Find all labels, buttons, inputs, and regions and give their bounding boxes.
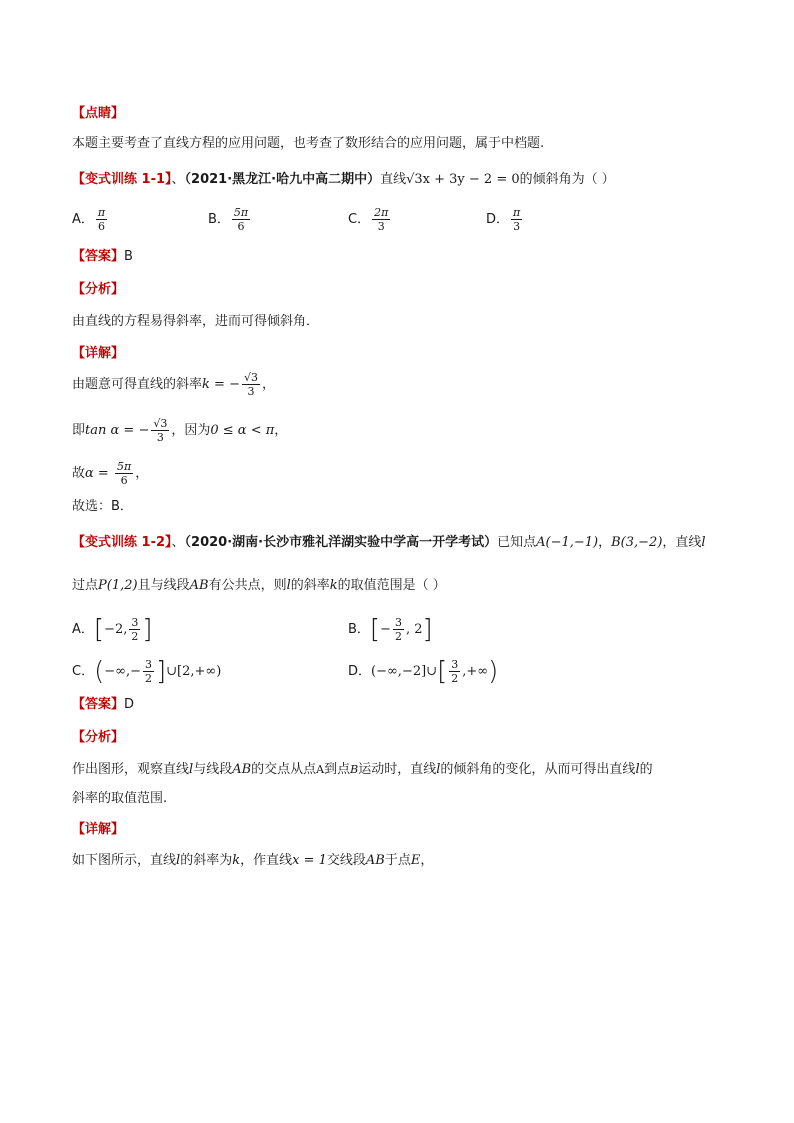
text: 故 xyxy=(72,466,86,481)
q1-choose: 故选：B． xyxy=(72,499,133,514)
q1-detail-line3: 故α = $\frac{5\pi}{6}$ ， xyxy=(72,460,149,487)
numerator: 3 xyxy=(144,658,152,671)
q1-equation: √3x + 3y − 2 = 0 xyxy=(406,172,520,187)
option-letter: C． xyxy=(72,664,95,679)
fraction xyxy=(393,616,404,643)
text: 已知点 xyxy=(497,535,537,550)
segment-ab: AB xyxy=(232,762,252,777)
math-var: l xyxy=(436,762,441,777)
text: 作出图形，观察直线 xyxy=(72,762,190,777)
text: ， xyxy=(261,377,275,392)
q2-source: （2020·湖南·长沙市雅礼洋湖实验中学高一开学考试） xyxy=(184,535,498,550)
text: 由题意可得直线的斜率 xyxy=(72,377,203,392)
q2-analysis-line2: 斜率的取值范围. xyxy=(72,791,168,806)
math-var: l xyxy=(189,762,194,777)
q2-analysis-line1 xyxy=(72,760,653,780)
interval-right: ,+∞ xyxy=(462,664,489,679)
option-letter: B． xyxy=(348,622,370,637)
math-var: E xyxy=(410,853,421,868)
interval-left: (−∞,−2]∪ xyxy=(371,664,438,679)
q1-analysis-text: 由直线的方程易得斜率，进而可得倾斜角． xyxy=(72,314,320,329)
dianjing-text: 本题主要考查了直线方程的应用问题，也考查了数形结合的应用问题，属于中档题. xyxy=(72,136,545,151)
option-letter: A． xyxy=(72,212,94,227)
numerator: π xyxy=(97,206,106,219)
option-letter: D． xyxy=(348,664,372,679)
math-inequality: 0 ≤ α < π xyxy=(210,423,275,438)
q1-detail-label: 【详解】 xyxy=(72,346,125,361)
q1-option-a[interactable] xyxy=(72,206,109,233)
text: 过点 xyxy=(72,578,99,593)
math-equation: x = 1 xyxy=(292,853,327,868)
text: ，因为 xyxy=(171,423,211,438)
q1-option-c[interactable] xyxy=(348,206,392,233)
q2-stem-line2 xyxy=(72,576,446,596)
numerator: √3 xyxy=(153,417,168,430)
math-var: B xyxy=(350,763,359,776)
denominator: 2 xyxy=(451,672,459,685)
denominator: 3 xyxy=(247,385,255,398)
numerator: π xyxy=(513,206,521,219)
numerator: √3 xyxy=(243,371,258,384)
q1-stem-before: 直线 xyxy=(380,172,407,187)
text: ， xyxy=(135,466,149,481)
option-fraction xyxy=(232,206,250,233)
q1-stem-after: 的倾斜角为（ ） xyxy=(519,172,615,187)
q2-detail-label: 【详解】 xyxy=(72,822,125,837)
text: 的斜率为 xyxy=(180,853,233,868)
point-p: P(1,2) xyxy=(98,578,138,593)
text: ， xyxy=(598,535,612,550)
point-b: B(3,−2) xyxy=(611,535,663,550)
option-letter: D． xyxy=(486,212,510,227)
math-var: A xyxy=(316,763,325,776)
q1-label: 【变式训练 1-1】 xyxy=(72,172,172,187)
q2-label: 【变式训练 1-2】 xyxy=(72,535,172,550)
fraction xyxy=(151,417,169,444)
text: 有公共点，则 xyxy=(208,578,287,593)
q2-option-d[interactable]: D．(−∞,−2]∪[ $\frac{3}{2}$ ,+∞) xyxy=(348,656,499,687)
q1-sep: 、 xyxy=(171,172,185,187)
text: ，作直线 xyxy=(240,853,293,868)
numerator: 3 xyxy=(131,616,139,629)
denominator: 2 xyxy=(131,630,139,643)
numerator: 3 xyxy=(451,658,459,671)
text: 交线段 xyxy=(326,853,366,868)
option-fraction xyxy=(372,206,390,233)
point-a: A(−1,−1) xyxy=(536,535,599,550)
interval-right: , 2 xyxy=(405,622,423,637)
math-var: l xyxy=(176,853,181,868)
answer-label: 【答案】 xyxy=(72,697,125,712)
fraction xyxy=(115,460,133,487)
q2-detail-line1 xyxy=(72,851,433,871)
text: 于点 xyxy=(384,853,411,868)
answer-value: B xyxy=(124,249,133,264)
denominator: 3 xyxy=(377,220,385,233)
fraction xyxy=(242,371,260,398)
q2-sep: 、 xyxy=(171,535,185,550)
q1-detail-line2: 即tan α = − $\frac{√3}{3}$ ，因为0 ≤ α < π， xyxy=(72,417,288,444)
text: 即 xyxy=(72,423,86,438)
text: ，直线 xyxy=(662,535,702,550)
math-var: l xyxy=(701,535,706,550)
math-var: l xyxy=(286,578,291,593)
q2-stem-line1 xyxy=(72,533,706,553)
text: 的斜率 xyxy=(290,578,330,593)
denominator: 3 xyxy=(156,431,164,444)
option-letter: C． xyxy=(348,212,371,227)
q1-answer xyxy=(72,247,133,267)
numerator: 2π xyxy=(374,206,389,219)
text: 的倾斜角的变化，从而可得出直线 xyxy=(440,762,636,777)
q2-analysis-label: 【分析】 xyxy=(72,730,125,745)
math-var: k xyxy=(202,377,210,392)
q1-option-d[interactable] xyxy=(486,206,524,233)
interval-left: −2, xyxy=(104,622,128,637)
denominator: 2 xyxy=(394,630,402,643)
segment-ab: AB xyxy=(189,578,209,593)
math-var: k xyxy=(232,853,241,868)
numerator: 5π xyxy=(116,460,132,473)
text: ， xyxy=(420,853,434,868)
q1-option-b[interactable] xyxy=(208,206,252,233)
dianjing-label: 【点睛】 xyxy=(72,106,125,121)
math-var: α xyxy=(85,466,94,481)
interval-right: ∪[2,+∞) xyxy=(166,664,222,679)
math-var: l xyxy=(635,762,640,777)
text: 到点 xyxy=(324,762,351,777)
fraction xyxy=(143,658,154,685)
denominator: 6 xyxy=(98,220,106,233)
denominator: 6 xyxy=(120,474,128,487)
text: 且与线段 xyxy=(137,578,190,593)
q2-option-c[interactable]: C．(−∞,− $\frac{3}{2}$ ]∪[2,+∞) xyxy=(72,656,222,687)
text: 的 xyxy=(639,762,653,777)
q2-option-a[interactable]: A．[−2, $\frac{3}{2}$ ] xyxy=(72,614,153,645)
denominator: 2 xyxy=(144,672,152,685)
option-fraction xyxy=(96,206,107,233)
denominator: 3 xyxy=(513,220,521,233)
segment-ab: AB xyxy=(365,853,385,868)
option-letter: B． xyxy=(208,212,230,227)
text: 的交点从点 xyxy=(251,762,317,777)
option-fraction xyxy=(511,206,522,233)
math-var: tan α xyxy=(85,423,120,438)
fraction xyxy=(449,658,460,685)
answer-label: 【答案】 xyxy=(72,249,125,264)
numerator: 5π xyxy=(233,206,249,219)
q1-stem xyxy=(72,170,615,190)
text: 运动时，直线 xyxy=(358,762,437,777)
denominator: 6 xyxy=(237,220,245,233)
q1-analysis-label: 【分析】 xyxy=(72,282,125,297)
answer-value: D xyxy=(124,697,135,712)
text: ， xyxy=(274,423,288,438)
option-letter: A． xyxy=(72,622,94,637)
q1-detail-line1: 由题意可得直线的斜率k = − $\frac{√3}{3}$ ， xyxy=(72,371,275,398)
q1-source: （2021·黑龙江·哈九中高二期中） xyxy=(184,172,381,187)
q2-option-b[interactable]: B．[− $\frac{3}{2}$ , 2] xyxy=(348,614,433,645)
text: 的取值范围是（ ） xyxy=(337,578,446,593)
math-var: k xyxy=(329,578,338,593)
q2-answer xyxy=(72,695,134,715)
fraction xyxy=(129,616,140,643)
text: 与线段 xyxy=(193,762,233,777)
numerator: 3 xyxy=(394,616,402,629)
text: 如下图所示，直线 xyxy=(72,853,177,868)
interval-left: −∞,− xyxy=(104,664,141,679)
